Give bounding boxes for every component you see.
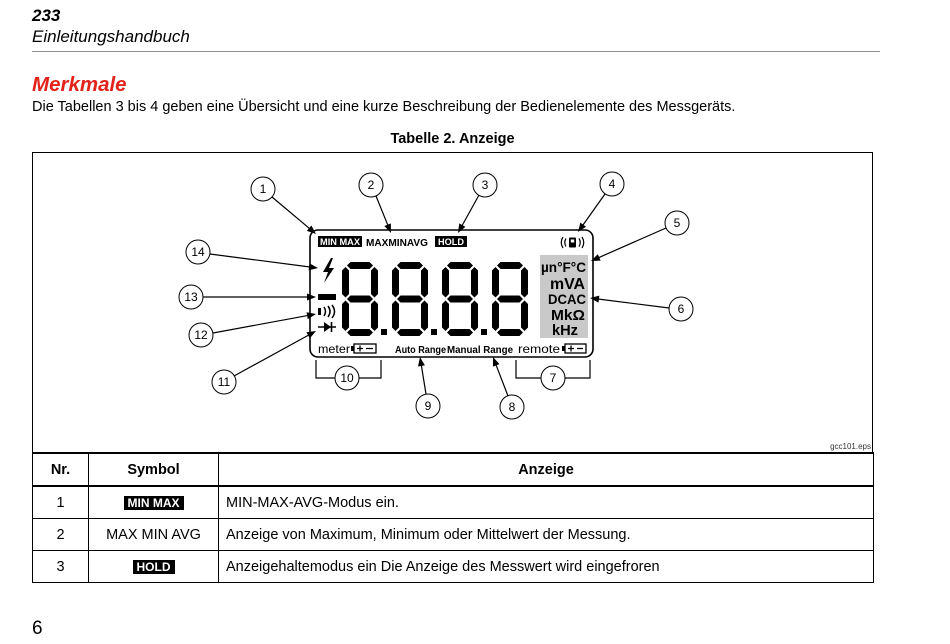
- row-number: 2: [33, 519, 89, 551]
- header-divider: [32, 51, 880, 52]
- callout-arrow-3-head: [458, 223, 465, 233]
- digit-1-segment-c: [371, 301, 378, 332]
- row-symbol-cell: [89, 551, 219, 583]
- callout-2: [359, 173, 383, 197]
- decimal-point-1: [381, 329, 387, 335]
- callout-9: [416, 394, 440, 418]
- digit-2-segment-e: [392, 301, 399, 332]
- digit-3-segment-d: [447, 329, 473, 336]
- min-max-symbol: MIN MAX: [124, 496, 184, 510]
- callout-arrow-5: [598, 228, 666, 258]
- callout-8: [500, 395, 524, 419]
- hold-indicator: [435, 236, 467, 248]
- unit-khz: kHz: [552, 322, 578, 339]
- meter-battery-icon: [351, 344, 376, 353]
- table-caption: Tabelle 2. Anzeige: [390, 131, 515, 147]
- digit-4-segment-g: [497, 296, 523, 303]
- digit-1-segment-b: [371, 267, 378, 298]
- manual-title: Einleitungshandbuch: [32, 27, 190, 46]
- manual-range-indicator: Manual Range: [447, 345, 514, 356]
- table-row: [33, 551, 874, 583]
- callout-arrow-11: [234, 335, 309, 376]
- callout-arrow-2: [376, 196, 388, 226]
- hold-indicator-label: HOLD: [438, 237, 465, 248]
- digit-4-segment-d: [497, 329, 523, 336]
- callout-1: [251, 177, 275, 201]
- callout-number-4: 4: [608, 177, 616, 191]
- page-number: 6: [32, 618, 43, 639]
- callout-number-11: 11: [217, 375, 231, 389]
- remote-battery-icon: [562, 344, 586, 353]
- section-title: Merkmale: [32, 73, 127, 96]
- page-code: 233: [32, 6, 61, 25]
- callout-4: [600, 172, 624, 196]
- callout-arrow-8: [496, 364, 508, 396]
- digit-2-segment-g: [397, 296, 423, 303]
- callout-number-1: 1: [259, 182, 267, 196]
- header-symbol: Symbol: [89, 453, 219, 486]
- digit-1-segment-d: [347, 329, 373, 336]
- digit-4-segment-b: [521, 267, 528, 298]
- decimal-point-2: [431, 329, 437, 335]
- hold-symbol: HOLD: [133, 560, 175, 574]
- callout-arrow-8-head: [493, 357, 500, 367]
- callout-arrow-14-head: [309, 263, 318, 270]
- digit-2-segment-b: [421, 267, 428, 298]
- digit-3-segment-c: [471, 301, 478, 332]
- digit-3-segment-a: [447, 262, 473, 269]
- digit-1-segment-e: [342, 301, 349, 332]
- digit-1-segment-a: [347, 262, 373, 269]
- unit-mkohm: MkΩ: [551, 307, 585, 324]
- callout-arrow-14: [210, 254, 310, 267]
- remote-indicator: remote: [518, 344, 560, 356]
- callout-number-13: 13: [184, 290, 198, 304]
- callout-10: [335, 366, 359, 390]
- callout-6: [669, 297, 693, 321]
- callout-11: [212, 370, 236, 394]
- figure-file-label: gcc101.eps: [830, 442, 871, 451]
- auto-range-indicator: Auto Range: [395, 345, 447, 356]
- callout-arrow-6-head: [590, 296, 599, 303]
- callout-arrow-6: [598, 299, 669, 308]
- digit-2-segment-c: [421, 301, 428, 332]
- callout-13: [179, 285, 203, 309]
- callout-12: [189, 323, 213, 347]
- callout-arrow-9: [421, 365, 426, 394]
- callout-arrow-4: [583, 194, 605, 225]
- row-number: 1: [33, 486, 89, 519]
- callout-number-7: 7: [549, 371, 557, 385]
- intro-paragraph: Die Tabellen 3 bis 4 geben eine Übersicht und eine kurze Beschreibung der Bedienelemente des Messgeräts.: [32, 99, 736, 115]
- meter-indicator: meter: [318, 344, 351, 356]
- digit-1-segment-g: [347, 296, 373, 303]
- callout-number-5: 5: [673, 216, 681, 230]
- table-row: [33, 519, 874, 551]
- callout-number-8: 8: [508, 400, 516, 414]
- digit-1-segment-f: [342, 267, 349, 298]
- unit-dcac: DCAC: [548, 291, 586, 307]
- callout-number-12: 12: [194, 328, 208, 342]
- callout-arrow-2-head: [384, 223, 391, 233]
- max-min-avg-indicator: MAXMINAVG: [366, 237, 428, 249]
- table-header-row: [33, 453, 874, 486]
- digit-2-segment-f: [392, 267, 399, 298]
- digit-4-segment-c: [521, 301, 528, 332]
- callout-number-10: 10: [340, 371, 354, 385]
- header-anzeige: Anzeige: [219, 453, 874, 486]
- unit-temperature: µn°F°C: [541, 260, 587, 275]
- lightning-icon: [323, 258, 334, 283]
- callout-number-9: 9: [424, 399, 432, 413]
- min-max-indicator-label: MIN MAX: [320, 237, 361, 248]
- remote-signal-icon: [561, 237, 584, 248]
- callout-number-6: 6: [677, 302, 685, 316]
- callout-7: [541, 366, 565, 390]
- digit-3-segment-g: [447, 296, 473, 303]
- header-nr: Nr.: [33, 453, 89, 486]
- seven-segment-digits: [342, 262, 528, 336]
- display-table: [32, 452, 874, 583]
- digit-2-segment-a: [397, 262, 423, 269]
- row-description: Anzeige von Maximum, Minimum oder Mittelwert der Messung.: [219, 519, 874, 551]
- min-max-indicator: [318, 236, 362, 248]
- digit-3-segment-f: [442, 267, 449, 298]
- callout-arrow-12: [213, 315, 308, 333]
- digit-4-segment-f: [492, 267, 499, 298]
- row-description: MIN-MAX-AVG-Modus ein.: [219, 486, 874, 519]
- callout-arrow-9-head: [418, 357, 425, 366]
- callout-arrow-12-head: [307, 312, 316, 319]
- callout-arrow-11-head: [306, 331, 316, 338]
- row-symbol-cell: [89, 486, 219, 519]
- digit-3-segment-b: [471, 267, 478, 298]
- minus-sign-icon: [318, 294, 336, 300]
- callout-5: [665, 211, 689, 235]
- callout-arrow-13-head: [307, 294, 316, 301]
- callout-3: [473, 173, 497, 197]
- callout-number-2: 2: [367, 178, 375, 192]
- unit-mva: mVA: [550, 276, 586, 293]
- table-row: [33, 486, 874, 519]
- row-number: 3: [33, 551, 89, 583]
- digit-2-segment-d: [397, 329, 423, 336]
- digit-4-segment-e: [492, 301, 499, 332]
- callout-arrow-1: [272, 197, 310, 229]
- callout-14: [186, 240, 210, 264]
- diode-icon: [318, 322, 336, 332]
- lcd-display-diagram: [32, 152, 873, 452]
- callout-number-3: 3: [481, 178, 489, 192]
- digit-3-segment-e: [442, 301, 449, 332]
- callout-arrow-3: [462, 195, 479, 226]
- decimal-point-3: [481, 329, 487, 335]
- continuity-icon: [318, 305, 335, 318]
- digit-4-segment-a: [497, 262, 523, 269]
- max-min-avg-symbol: MAX MIN AVG: [89, 519, 219, 551]
- callout-number-14: 14: [191, 245, 205, 259]
- row-description: Anzeigehaltemodus ein Die Anzeige des Messwert wird eingefroren: [219, 551, 874, 583]
